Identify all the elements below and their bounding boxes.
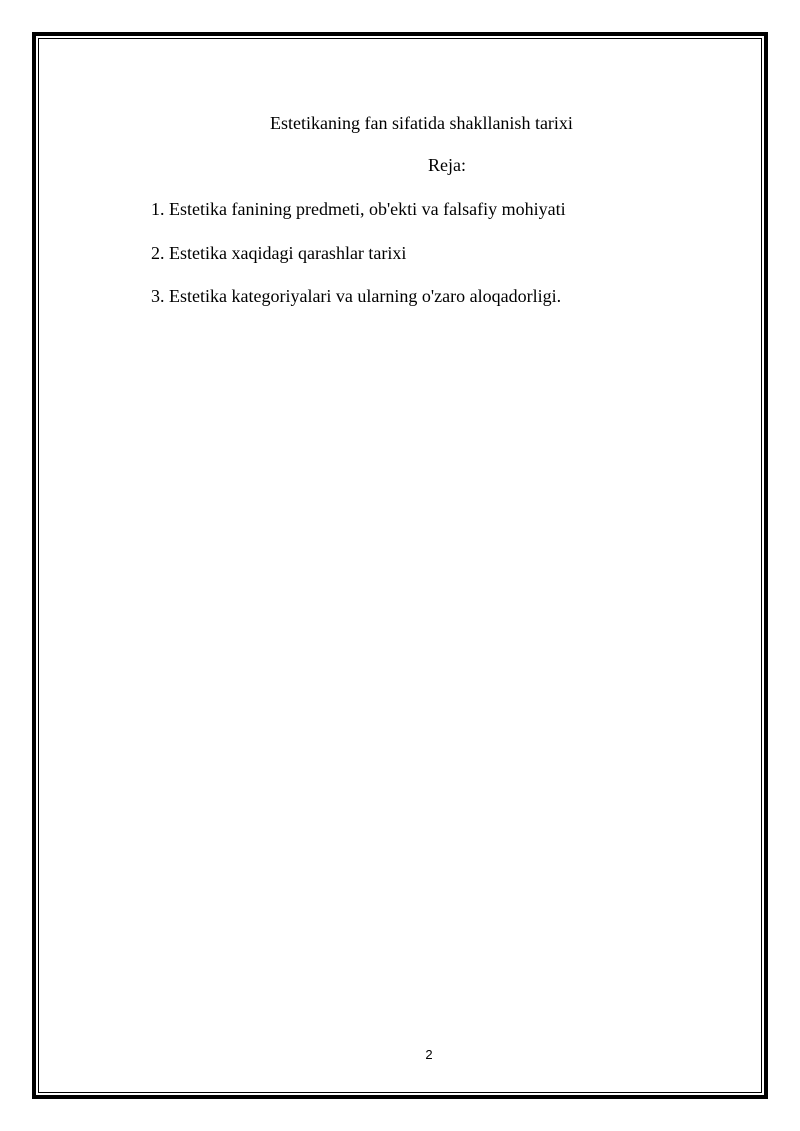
page-number: 2 — [425, 1047, 433, 1062]
plan-item: 3. Estetika kategoriyalari va ularning o'zaro aloqadorligi. — [151, 286, 562, 306]
plan-item: 2. Estetika xaqidagi qarashlar tarixi — [151, 243, 407, 263]
page-border-inner — [38, 38, 762, 1093]
plan-item: 1. Estetika fanining predmeti, ob'ekti va falsafiy mohiyati — [151, 199, 566, 219]
plan-heading: Reja: — [428, 155, 466, 175]
document-title: Estetikaning fan sifatida shakllanish tarixi — [270, 113, 573, 133]
